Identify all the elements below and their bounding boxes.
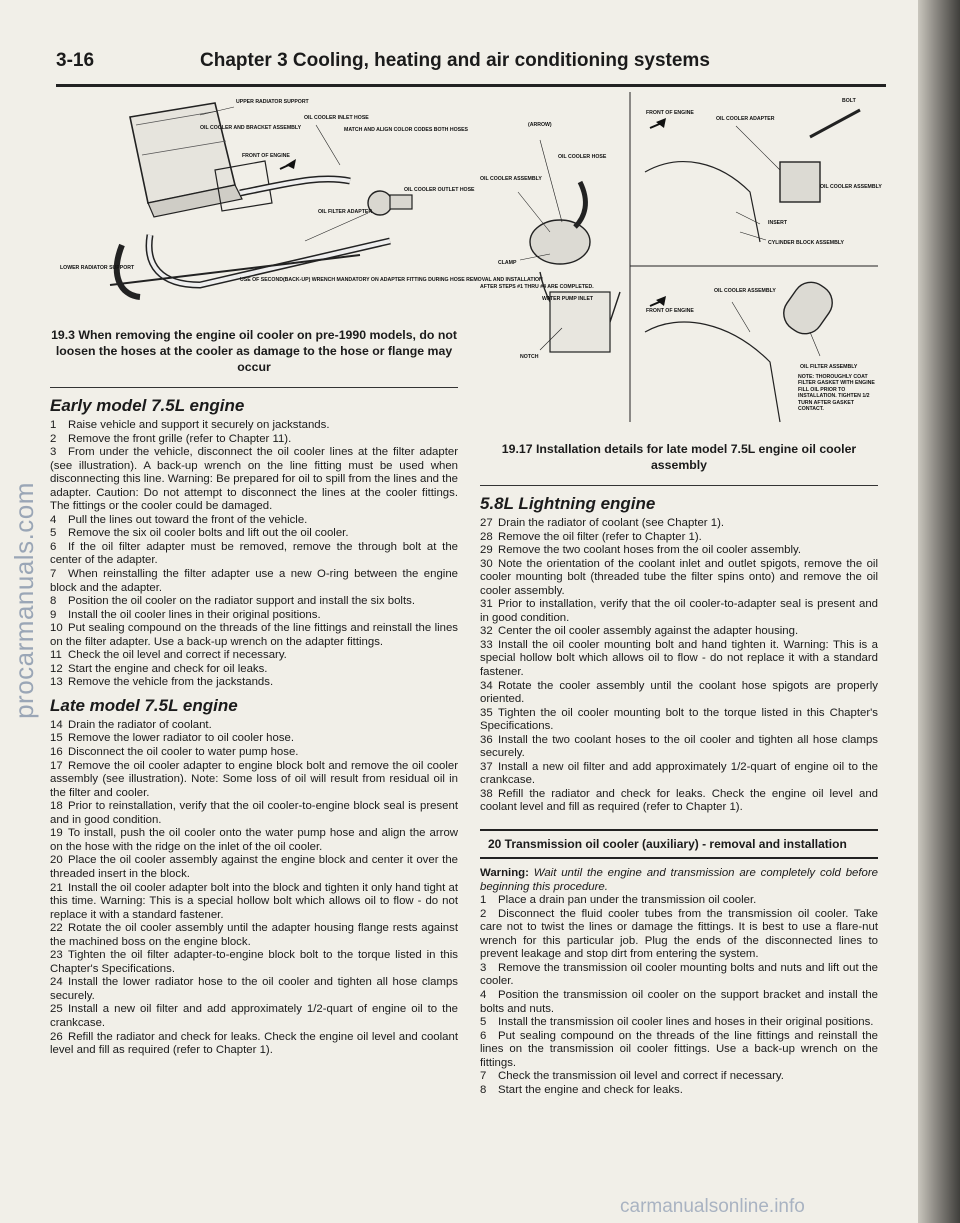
label-clamp: CLAMP [498, 260, 517, 266]
oil-cooler-top-right [780, 162, 820, 202]
step-19: 19 To install, push the oil cooler onto the water pump hose and align the arrow on the hose with the ridge on the inlet of the oil cooler. [50, 827, 458, 853]
right-column [480, 92, 882, 1097]
label-cylinder-block: CYLINDER BLOCK ASSEMBLY [768, 240, 844, 246]
oil-cooler-left [530, 220, 590, 264]
label-outlet-hose: OIL COOLER OUTLET HOSE [404, 187, 475, 193]
step-4: 4 Pull the lines out toward the front of the vehicle. [50, 513, 308, 526]
step-35: 35 Tighten the oil cooler mounting bolt to the torque listed in this Chapter's Specifications. [480, 706, 878, 733]
section-20-rule-bottom [480, 857, 878, 859]
caption-rule-right [480, 485, 878, 486]
late-model-heading: Late model 7.5L engine [50, 695, 238, 715]
step-20: 20 Place the oil cooler assembly against the engine block and center it over the threaded insert in the block. [50, 854, 458, 880]
label-inlet-hose: OIL COOLER INLET HOSE [304, 115, 369, 121]
s20-step-3: 3 Remove the transmission oil cooler mounting bolts and nuts and lift out the cooler. [480, 961, 878, 988]
step-7: 7 When reinstalling the filter adapter use a new O-ring between the engine block and the adapter. [50, 568, 458, 594]
page-header [56, 48, 886, 88]
section-20-heading: 20 Transmission oil cooler (auxiliary) - removal and installation [488, 837, 847, 852]
step-18: 18 Prior to reinstallation, verify that the oil cooler-to-engine block seal is present and in good condition. [50, 800, 458, 826]
step-31: 31 Prior to installation, verify that the oil cooler-to-adapter seal is present and in good condition. [480, 598, 878, 624]
section-20-warning: Warning: Wait until the engine and transmission are completely cold before beginning this procedure. [480, 867, 878, 893]
footer-watermark: carmanualsonline.info [620, 1196, 805, 1217]
label-insert: INSERT [768, 220, 788, 226]
label-bolt: BOLT [842, 98, 856, 104]
side-watermark-text: procarmanuals.com [8, 481, 39, 719]
step-37: 37 Install a new oil filter and add approximately 1/2-quart of engine oil to the crankcase. [480, 760, 878, 787]
label-after-steps: AFTER STEPS #1 THRU #4 ARE COMPLETED. [480, 284, 594, 290]
label-oil-cooler-hose: OIL COOLER HOSE [558, 154, 607, 160]
s20-step-1: 1 Place a drain pan under the transmission oil cooler. [480, 894, 757, 907]
section-20-rule-top [480, 829, 878, 831]
step-13: 13 Remove the vehicle from the jackstands. [50, 676, 274, 689]
step-27: 27 Drain the radiator of coolant (see Chapter 1). [480, 517, 725, 529]
step-36: 36 Install the two coolant hoses to the oil cooler and tighten all hose clamps securely. [480, 733, 878, 760]
step-24: 24 Install the lower radiator hose to the oil cooler and tighten all hose clamps securely. [50, 976, 458, 1002]
early-model-heading: Early model 7.5L engine [50, 396, 245, 415]
step-38: 38 Refill the radiator and check for leaks. Check the engine oil level and coolant level and fill as required (refer to Chapter 1). [480, 787, 878, 814]
label-backup-wrench: USE OF SECOND(BACK-UP) WRENCH MANDATORY ON ADAPTER FITTING DURING HOSE REMOVAL AND INSTALLATION [240, 277, 543, 283]
s20-step-7: 7 Check the transmission oil level and correct if necessary. [480, 1070, 784, 1083]
label-upper-support: UPPER RADIATOR SUPPORT [236, 99, 309, 105]
engine-block-top [645, 162, 760, 242]
label-lower-support: LOWER RADIATOR SUPPORT [60, 265, 135, 271]
step-9: 9 Install the oil cooler lines in their original positions. [50, 608, 321, 621]
early-model-steps [50, 419, 458, 690]
figure-19-17-caption: 19.17 Installation details for late model 7.5L engine oil cooler assembly [501, 442, 857, 472]
step-32: 32 Center the oil cooler assembly against the adapter housing. [480, 625, 799, 638]
step-15: 15 Remove the lower radiator to oil cooler hose. [50, 732, 295, 745]
step-28: 28 Remove the oil filter (refer to Chapter 1). [480, 530, 702, 543]
step-16: 16 Disconnect the oil cooler to water pump hose. [50, 746, 299, 759]
header-rule [56, 84, 886, 87]
lightning-heading: 5.8L Lightning engine [480, 494, 656, 513]
label-oil-cooler-adapter: OIL COOLER ADAPTER [716, 116, 775, 122]
s20-step-5: 5 Install the transmission oil cooler lines and hoses in their original positions. [480, 1016, 874, 1029]
step-8: 8 Position the oil cooler on the radiator support and install the six bolts. [50, 595, 415, 608]
step-33: 33 Install the oil cooler mounting bolt and hand tighten it. Warning: This is a special hollow bolt which allows oil to flow - do not replace it with a standard fastener. [480, 638, 878, 679]
late-model-steps [50, 719, 458, 1058]
step-26: 26 Refill the radiator and check for leaks. Check the engine oil level and coolant level and fill as required (refer to Chapter 1). [50, 1030, 458, 1057]
step-25: 25 Install a new oil filter and add approximately 1/2-quart of engine oil to the crankcase. [50, 1003, 458, 1029]
step-10: 10 Put sealing compound on the threads of the line fittings and reinstall the lines on the filter adapter. Use a back-up wrench on the adapter fittings. [50, 622, 458, 648]
step-22: 22 Rotate the oil cooler assembly until the adapter housing flange rests against the machined boss on the engine block. [50, 922, 458, 948]
engine-block-bottom [645, 322, 780, 422]
step-3: 3 From under the vehicle, disconnect the oil cooler lines at the filter adapter (see illustration). A back-up wrench on the line fitting must be used when disconnecting this line. Warning: Be prepared for oil to spill from the lines and the adapter. Caution: Do not attempt to disconnect the lines at the cooler fittings. The fittings or the cooler could be damaged. [50, 446, 458, 513]
figure-19-17 [480, 92, 882, 473]
label-oil-cooler-assembly-b: OIL COOLER ASSEMBLY [714, 288, 776, 294]
step-1: 1 Raise vehicle and support it securely on jackstands. [50, 419, 330, 431]
step-34: 34 Rotate the cooler assembly until the coolant hose spigots are properly oriented. [480, 679, 878, 706]
s20-step-6: 6 Put sealing compound on the threads of the line fittings and reinstall the lines on the transmission oil cooler fittings. Use a back-up wrench on the fittings. [480, 1029, 878, 1069]
label-note-wrap [798, 374, 878, 424]
step-17: 17 Remove the oil cooler adapter to engine block bolt and remove the oil cooler assembly (see illustration). Note: Some loss of oil will result from residual oil in the filter and cooler. [50, 759, 458, 799]
section-20-steps [480, 867, 878, 1097]
label-match-align: MATCH AND ALIGN COLOR CODES BOTH HOSES [344, 127, 469, 133]
step-30: 30 Note the orientation of the coolant inlet and outlet spigots, remove the oil cooler mounting bolt (threaded tube the filter spins onto) and remove the oil cooler assembly. [480, 557, 878, 597]
oil-cooler-hose [575, 182, 585, 227]
oil-filter [777, 275, 840, 341]
step-21: 21 Install the oil cooler adapter bolt into the block and tighten it only hand tight at this time. Warning: This is a special hollow bolt which allows oil to flow - do not replace it with a standard fastener. [50, 881, 458, 921]
page-number: 3-16 [56, 50, 95, 71]
s20-step-2: 2 Disconnect the fluid cooler tubes from the transmission oil cooler. Take care not to twist the lines or damage the fittings. It is best to use a flare-nut wrench for this particular job. Plug the ends of the disconnected lines to prevent leakage and stop dirt from entering the system. [480, 907, 878, 961]
step-29: 29 Remove the two coolant hoses from the oil cooler assembly. [480, 544, 802, 557]
label-front-engine-bottom: FRONT OF ENGINE [646, 308, 694, 314]
step-5: 5 Remove the six oil cooler bolts and lift out the oil cooler. [50, 527, 349, 540]
bolt [810, 110, 860, 137]
figure-19-17-drawing [480, 92, 882, 437]
label-front-engine-top: FRONT OF ENGINE [646, 110, 694, 116]
caption-rule-left [50, 387, 458, 388]
label-note: NOTE: THOROUGHLY COAT FILTER GASKET WITH ENGINE FILL OIL PRIOR TO INSTALLATION. TIGHTEN 1/2 TURN AFTER GASKET CONTACT. [798, 374, 875, 413]
step-2: 2 Remove the front grille (refer to Chapter 11). [50, 432, 292, 445]
label-oil-cooler-assembly-r: OIL COOLER ASSEMBLY [820, 184, 882, 190]
label-cooler-bracket: OIL COOLER AND BRACKET ASSEMBLY [200, 125, 302, 131]
label-oil-cooler-assembly: OIL COOLER ASSEMBLY [480, 176, 542, 182]
label-oil-filter-assembly: OIL FILTER ASSEMBLY [800, 364, 858, 370]
step-6: 6 If the oil filter adapter must be removed, remove the through bolt at the center of the adapter. [50, 540, 458, 567]
label-arrow: (ARROW) [528, 122, 552, 128]
step-23: 23 Tighten the oil filter adapter-to-engine block bolt to the torque listed in this Chapter's Specifications. [50, 949, 458, 975]
label-filter-adapter: OIL FILTER ADAPTER [318, 209, 373, 215]
side-watermark [4, 450, 44, 750]
figure-19-3-caption: 19.3 When removing the engine oil cooler on pre-1990 models, do not loosen the hoses at the cooler as damage to the hose or flange may occur [51, 328, 457, 374]
page-edge-shadow [918, 0, 960, 1223]
step-12: 12 Start the engine and check for oil leaks. [50, 662, 268, 675]
lightning-steps [480, 517, 878, 815]
step-11: 11 Check the oil level and correct if necessary. [50, 649, 287, 662]
label-front-engine: FRONT OF ENGINE [242, 153, 290, 159]
label-water-pump-inlet: WATER PUMP INLET [542, 296, 594, 302]
step-14: 14 Drain the radiator of coolant. [50, 718, 212, 731]
chapter-title: Chapter 3 Cooling, heating and air conditioning systems [200, 50, 710, 71]
s20-step-8: 8 Start the engine and check for leaks. [480, 1083, 683, 1096]
s20-step-4: 4 Position the transmission oil cooler on the support bracket and install the bolts and nuts. [480, 988, 878, 1015]
label-notch: NOTCH [520, 354, 539, 360]
